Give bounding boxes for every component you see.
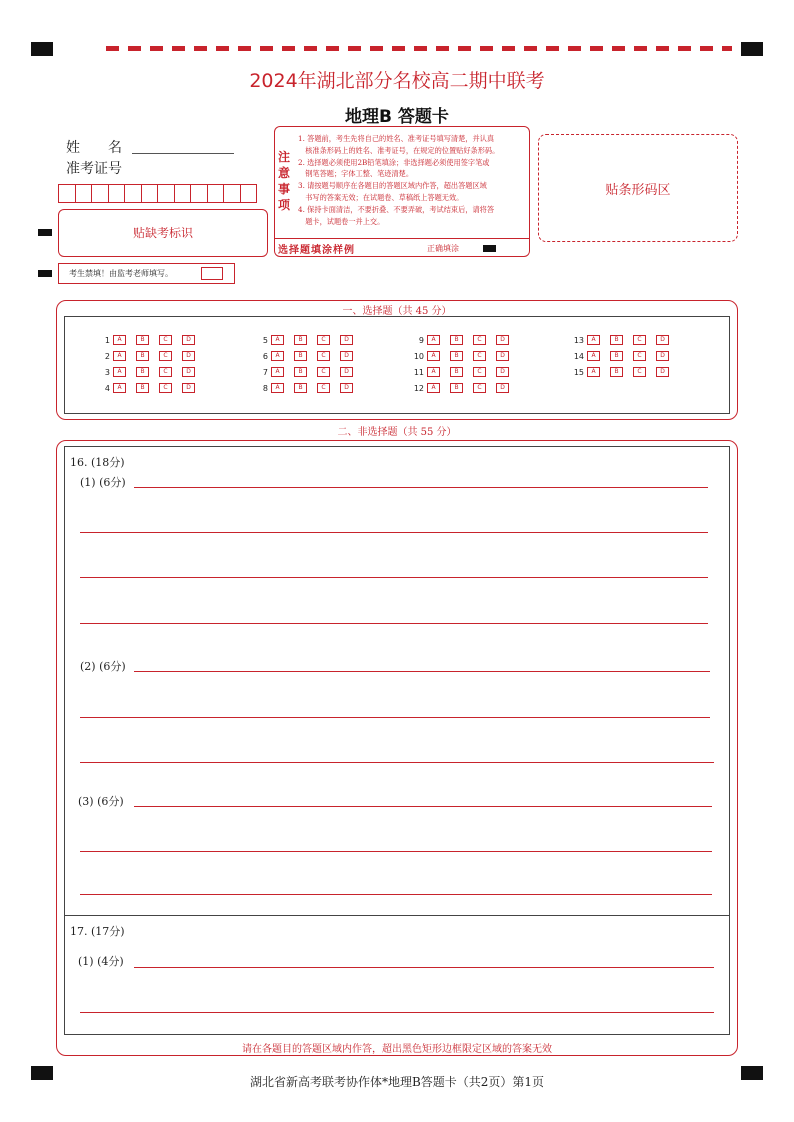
section1-title: 一、选择题（共 45 分）	[342, 306, 452, 317]
option-bubble[interactable]: D	[656, 335, 669, 345]
option-bubble[interactable]: C	[317, 367, 330, 377]
barcode-area	[538, 134, 738, 242]
option-bubble[interactable]: D	[182, 335, 195, 345]
teacher-fill-box[interactable]	[201, 267, 223, 280]
choice-question	[254, 367, 363, 377]
choice-question	[96, 335, 205, 345]
question-16-2: (2) (6分)	[80, 660, 126, 673]
option-bubble[interactable]: D	[340, 367, 353, 377]
barcode-label: 贴条形码区	[605, 183, 671, 198]
question-number: 2	[104, 351, 110, 361]
choice-question	[410, 351, 519, 361]
answer-line[interactable]	[134, 967, 714, 968]
option-bubble[interactable]: B	[136, 351, 149, 361]
page-footer: 湖北省新高考联考协作体*地理B答题卡（共2页）第1页	[249, 1075, 545, 1089]
option-bubble[interactable]: A	[271, 367, 284, 377]
option-bubble[interactable]: A	[113, 367, 126, 377]
correct-fill-label: 正确填涂	[427, 244, 459, 253]
option-bubble[interactable]: B	[294, 367, 307, 377]
option-bubble[interactable]: A	[427, 367, 440, 377]
choice-question	[254, 335, 363, 345]
answer-line[interactable]	[80, 577, 708, 578]
question-16: 16. (18分)	[70, 456, 125, 469]
option-bubble[interactable]: B	[294, 351, 307, 361]
option-bubble[interactable]: A	[427, 335, 440, 345]
choice-question	[570, 367, 679, 377]
option-bubble[interactable]: D	[656, 367, 669, 377]
question-number: 6	[262, 351, 268, 361]
question-number: 5	[262, 335, 268, 345]
answer-line[interactable]	[80, 851, 712, 852]
choice-question	[96, 367, 205, 377]
option-bubble[interactable]: B	[450, 367, 463, 377]
question-number: 9	[418, 335, 424, 345]
question-number: 8	[262, 383, 268, 393]
question-number: 15	[573, 367, 584, 377]
question-number: 10	[413, 351, 424, 361]
question-number: 14	[573, 351, 584, 361]
option-bubble[interactable]: C	[317, 351, 330, 361]
choice-question	[410, 335, 519, 345]
id-number-boxes[interactable]	[58, 184, 257, 203]
choice-question	[410, 367, 519, 377]
question-number: 12	[413, 383, 424, 393]
option-bubble[interactable]: B	[450, 351, 463, 361]
question-number: 11	[413, 367, 424, 377]
answer-area-17	[64, 914, 730, 1035]
option-bubble[interactable]: C	[473, 367, 486, 377]
name-field[interactable]	[132, 137, 234, 154]
option-bubble[interactable]: C	[473, 383, 486, 393]
answer-line[interactable]	[80, 623, 708, 624]
teacher-note-text: 考生禁填！由监考老师填写。	[69, 269, 173, 278]
option-bubble[interactable]: A	[271, 335, 284, 345]
option-bubble[interactable]: D	[496, 335, 509, 345]
question-16-3: (3) (6分)	[78, 795, 124, 808]
answer-line[interactable]	[134, 671, 710, 672]
option-bubble[interactable]: A	[113, 383, 126, 393]
option-bubble[interactable]: D	[656, 351, 669, 361]
option-bubble[interactable]: A	[427, 383, 440, 393]
sample-label: 选择题填涂样例	[278, 245, 355, 256]
option-bubble[interactable]: D	[182, 383, 195, 393]
question-number: 7	[262, 367, 268, 377]
option-bubble[interactable]: C	[473, 351, 486, 361]
answer-line[interactable]	[134, 487, 708, 488]
question-17-1: (1) (4分)	[78, 955, 124, 968]
absent-mark-label: 贴缺考标识	[132, 226, 193, 240]
question-number: 3	[104, 367, 110, 377]
id-label: 准考证号	[66, 161, 122, 177]
answer-line[interactable]	[80, 762, 714, 763]
option-bubble[interactable]: D	[340, 383, 353, 393]
option-bubble[interactable]: B	[136, 335, 149, 345]
choice-question	[254, 383, 363, 393]
teacher-note-box	[58, 263, 235, 284]
option-bubble[interactable]: C	[317, 335, 330, 345]
option-bubble[interactable]: B	[610, 335, 623, 345]
answer-line[interactable]	[80, 1012, 714, 1013]
option-bubble[interactable]: C	[317, 383, 330, 393]
option-bubble[interactable]: A	[113, 335, 126, 345]
option-bubble[interactable]: A	[587, 335, 600, 345]
name-label: 姓 名	[66, 140, 122, 156]
alignment-mark-top-left	[31, 42, 53, 56]
side-mark-2	[38, 270, 52, 277]
notes-list: 1. 答题前，考生先将自己的姓名、准考证号填写清楚，并认真 核准条形码上的姓名、准考证号，在规定的位置贴好条形码。 2. 选择题必须使用2B铅笔填涂；非选择题必须使用签字笔或 钢笔答题；字体工整、笔迹清楚。 3. 请按题号顺序在各题目的答题区域内作答，超出答题区域 书写的答案无效；在试题卷、草稿纸上答题无效。 4. 保持卡面清洁，不要折叠、不要弄破，考试结束后，请将答 题卡，试题卷一并上交。	[298, 134, 500, 226]
option-bubble[interactable]: B	[294, 335, 307, 345]
option-bubble[interactable]: D	[182, 367, 195, 377]
option-bubble[interactable]: A	[587, 351, 600, 361]
option-bubble[interactable]: A	[271, 351, 284, 361]
answer-line[interactable]	[80, 717, 710, 718]
option-bubble[interactable]: A	[113, 351, 126, 361]
answer-line[interactable]	[80, 894, 712, 895]
option-bubble[interactable]: C	[633, 335, 646, 345]
option-bubble[interactable]: B	[610, 367, 623, 377]
correct-fill-sample	[483, 245, 496, 252]
question-16-1: (1) (6分)	[80, 476, 126, 489]
option-bubble[interactable]: C	[159, 351, 172, 361]
choice-question	[570, 351, 679, 361]
option-bubble[interactable]: A	[587, 367, 600, 377]
option-bubble[interactable]: B	[294, 383, 307, 393]
question-number: 1	[104, 335, 110, 345]
option-bubble[interactable]: C	[473, 335, 486, 345]
choice-question	[96, 351, 205, 361]
question-number: 4	[104, 383, 110, 393]
notes-box	[274, 126, 530, 257]
choice-question	[410, 383, 519, 393]
option-bubble[interactable]: D	[182, 351, 195, 361]
answer-line[interactable]	[80, 532, 708, 533]
page-title: 2024年湖北部分名校高二期中联考	[249, 70, 545, 92]
option-bubble[interactable]: D	[340, 351, 353, 361]
choice-grid	[64, 316, 730, 414]
option-bubble[interactable]: B	[450, 335, 463, 345]
option-bubble[interactable]: D	[496, 383, 509, 393]
choice-question	[570, 335, 679, 345]
option-bubble[interactable]: C	[159, 335, 172, 345]
answer-line[interactable]	[134, 806, 712, 807]
option-bubble[interactable]: B	[450, 383, 463, 393]
answer-area-16	[64, 446, 730, 916]
question-number: 13	[573, 335, 584, 345]
option-bubble[interactable]: C	[159, 367, 172, 377]
notes-heading: 注 意 事 项	[278, 150, 291, 212]
option-bubble[interactable]: B	[610, 351, 623, 361]
option-bubble[interactable]: C	[633, 351, 646, 361]
absent-mark-box[interactable]	[58, 209, 268, 257]
option-bubble[interactable]: D	[496, 351, 509, 361]
side-mark-1	[38, 229, 52, 236]
option-bubble[interactable]: B	[136, 367, 149, 377]
option-bubble[interactable]: C	[633, 367, 646, 377]
option-bubble[interactable]: C	[159, 383, 172, 393]
option-bubble[interactable]: D	[340, 335, 353, 345]
option-bubble[interactable]: D	[496, 367, 509, 377]
question-17: 17. (17分)	[70, 925, 125, 938]
page-subtitle: 地理B 答题卡	[345, 107, 449, 127]
option-bubble[interactable]: A	[427, 351, 440, 361]
choice-question	[96, 383, 205, 393]
header-dash-strip	[106, 46, 732, 51]
choice-question	[254, 351, 363, 361]
alignment-mark-top-right	[741, 42, 763, 56]
section2-title: 二、非选择题（共 55 分）	[337, 427, 457, 438]
option-bubble[interactable]: A	[271, 383, 284, 393]
option-bubble[interactable]: B	[136, 383, 149, 393]
answer-area-warning: 请在各题目的答题区域内作答，超出黑色矩形边框限定区域的答案无效	[242, 1044, 552, 1055]
